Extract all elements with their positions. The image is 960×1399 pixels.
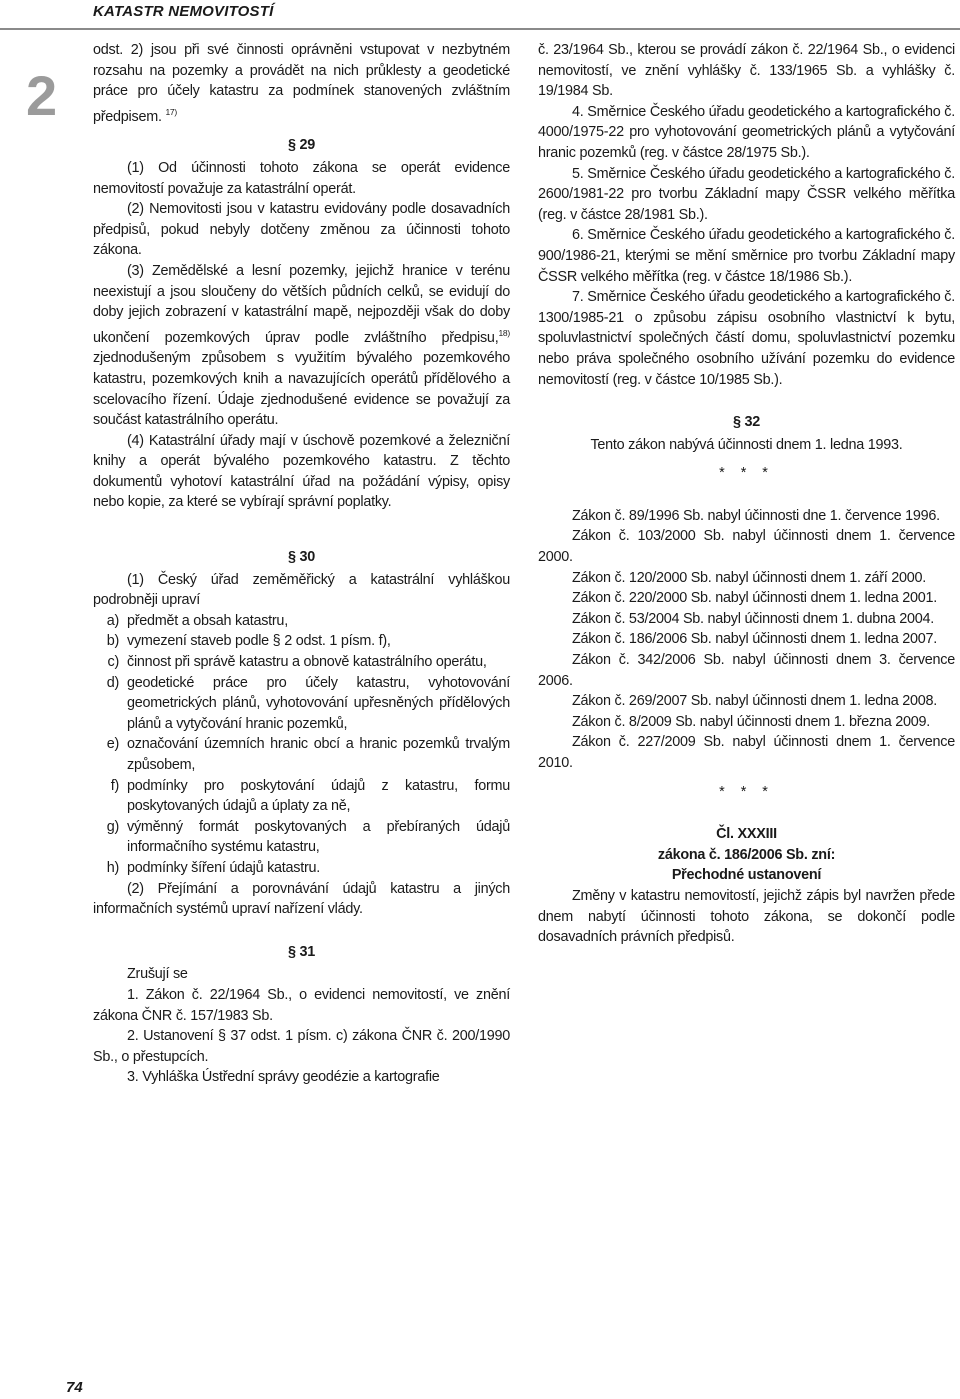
s29-paragraph-2: (2) Nemovitosti jsou v katastru evidovány podle dosavadních předpisů, pokud nebyly dotčeny změnou za účinnosti tohoto zákona.: [93, 201, 510, 259]
left-column: [93, 40, 510, 1088]
law-note: Zákon č. 186/2006 Sb. nabyl účinnosti dnem 1. ledna 2007.: [572, 631, 937, 648]
article-law: zákona č. 186/2006 Sb. zní:: [657, 846, 836, 863]
s30-list: [93, 611, 510, 879]
law-note: Zákon č. 89/1996 Sb. nabyl účinnosti dne 1. července 1996.: [572, 507, 940, 524]
list-item: [93, 776, 510, 817]
law-note: Zákon č. 269/2007 Sb. nabyl účinnosti dnem 1. ledna 2008.: [572, 693, 937, 710]
intro-paragraph: [93, 40, 510, 127]
s31-intro: Zrušují se: [127, 966, 188, 983]
section-number: 32: [744, 414, 761, 431]
list-text: geodetické práce pro účely katastru, vyhotovování geometrických plánů, vyhotovování upřesněných přídělových plánů a vytyčování hranic pozemků,: [127, 674, 510, 732]
s31-item-6: 6. Směrnice Českého úřadu geodetického a kartografického č. 900/1986-21, kterými se mění směrnice pro tvorbu Základní mapy ČSSR velkého měřítka (reg. v částce 18/1986 Sb.).: [538, 227, 955, 285]
section-32-heading: [538, 412, 955, 433]
list-marker: h): [106, 859, 119, 876]
header-divider: [0, 28, 960, 30]
s29-paragraph-4: (4) Katastrální úřady mají v úschově pozemkové a železniční knihy a operát bývalého pozemkového katastru. Z těchto dokumentů vyhotoví katastrální úřad na požádání výpisy, opisy nebo kopie, za které se vybírají správní poplatky.: [93, 432, 510, 511]
section-31-heading: [93, 942, 510, 963]
law-note: Zákon č. 103/2000 Sb. nabyl účinnosti dnem 1. července 2000.: [538, 528, 955, 566]
running-header-title: KATASTR NEMOVITOSTÍ: [93, 3, 274, 20]
s30-paragraph-1: (1) Český úřad zeměměřický a katastrální vyhláškou podrobněji upraví: [93, 571, 510, 609]
section-29-heading: [93, 135, 510, 156]
list-marker: b): [106, 633, 119, 650]
law-note: Zákon č. 220/2000 Sb. nabyl účinnosti dnem 1. ledna 2001.: [572, 590, 937, 607]
list-marker: f): [110, 777, 119, 794]
section-number: 30: [299, 549, 316, 566]
list-marker: g): [106, 818, 119, 835]
article-title: Čl. XXXIII: [716, 826, 777, 843]
page-header: [0, 0, 960, 30]
page-number: 74: [66, 1379, 83, 1396]
section-sign: §: [287, 549, 296, 566]
section-sign: §: [732, 414, 741, 431]
right-column: [538, 40, 955, 948]
list-marker: e): [106, 736, 119, 753]
list-item: [93, 652, 510, 673]
list-marker: a): [106, 612, 119, 629]
s31-item-4: 4. Směrnice Českého úřadu geodetického a kartografického č. 4000/1975-22 pro vyhotovování geometrických plánů a vytyčování hranic pozemků (reg. v částce 28/1975 Sb.).: [538, 103, 955, 161]
s29-p3-text-b: zjednodušeným způsobem s využitím bývalého pozemkového katastru, pozemkových knih a navazujících operátů přídělového a scelovacího řízení. Údaje zjednodušené evidence se považují za součást katastrálního operátu.: [93, 350, 510, 429]
section-sign: §: [287, 137, 296, 154]
separator-stars: * * *: [719, 783, 774, 800]
list-text: podmínky šíření údajů katastru.: [127, 859, 321, 876]
footnote-ref: 18): [498, 327, 510, 338]
article-text: Změny v katastru nemovitostí, jejichž zápis byl navržen přede dnem nabytí účinnosti tohoto zákona, se dokončí podle dosavadních právních předpisů.: [538, 887, 955, 946]
list-marker: d): [106, 674, 119, 691]
law-note: Zákon č. 227/2009 Sb. nabyl účinnosti dnem 1. července 2010.: [538, 734, 955, 771]
s31-item-3: 3. Vyhláška Ústřední správy geodézie a kartografie: [127, 1069, 440, 1086]
s31-item-2: 2. Ustanovení § 37 odst. 1 písm. c) zákona ČNR č. 200/1990 Sb., o přestupcích.: [93, 1028, 510, 1065]
separator-stars: * * *: [719, 465, 774, 482]
list-item: [93, 673, 510, 735]
list-text: označování územních hranic obcí a hranic pozemků trvalým způsobem,: [127, 736, 510, 773]
list-marker: c): [107, 654, 119, 671]
list-item: [93, 817, 510, 858]
list-text: výměnný formát poskytovaných a přebíraných údajů informačního systému katastru,: [127, 818, 510, 856]
s31-item-5: 5. Směrnice Českého úřadu geodetického a kartografického č. 2600/1981-22 pro tvorbu Základní mapy ČSSR velkého měřítka (reg. v částce 28/1981 Sb.).: [538, 165, 955, 223]
section-number: 29: [299, 137, 316, 154]
list-item: [93, 631, 510, 652]
s31-item-1: 1. Zákon č. 22/1964 Sb., o evidenci nemovitostí, ve znění zákona ČNR č. 157/1983 Sb.: [93, 986, 510, 1024]
continuation-paragraph: č. 23/1964 Sb., kterou se provádí zákon č. 22/1964 Sb., o evidenci nemovitostí, ve znění vyhlášky č. 133/1965 Sb. a vyhlášky č. 19/1984 Sb.: [538, 42, 955, 100]
section-30-heading: [93, 547, 510, 568]
list-text: předmět a obsah katastru,: [127, 612, 288, 629]
list-item: [93, 858, 510, 879]
s30-paragraph-2: (2) Přejímání a porovnávání údajů katastru a jiných informačních systémů upraví nařízení vlády.: [93, 880, 510, 918]
s29-paragraph-1: (1) Od účinnosti tohoto zákona se operát evidence nemovitostí považuje za katastrální operát.: [93, 159, 510, 197]
section-sign: §: [287, 943, 296, 960]
s32-text: Tento zákon nabývá účinnosti dnem 1. ledna 1993.: [590, 436, 903, 453]
chapter-number: 2: [26, 64, 58, 127]
intro-text: odst. 2) jsou při své činnosti oprávněni vstupovat v nezbytném rozsahu na pozemky a provádět na nich průklesty a geodetické práce pro účely katastru za podmínek stanovených zvláštním předpisem.: [93, 42, 510, 125]
s29-p3-text-a: (3) Zemědělské a lesní pozemky, jejichž hranice v terénu neexistují a jsou sloučeny do větších půdních celků, se evidují do doby jejich zobrazení v katastrální mapě, nejpozději však do doby ukončení pozemkových úprav podle zvláštního předpisu,: [93, 262, 510, 346]
footnote-ref: 17): [165, 106, 177, 117]
s31-item-7: 7. Směrnice Českého úřadu geodetického a kartografického č. 1300/1985-21 o způsobu zápisu osobního vlastnictví k bytu, spoluvlastnictví společných částí domu, spoluvlastnictví pozemku nebo práva společného osobního užívání pozemku do evidence nemovitostí (reg. v částce 10/1985 Sb.).: [538, 289, 955, 388]
list-text: činnost při správě katastru a obnově katastrálního operátu,: [127, 654, 487, 671]
law-note: Zákon č. 120/2000 Sb. nabyl účinnosti dnem 1. září 2000.: [572, 569, 926, 586]
list-text: podmínky pro poskytování údajů z katastru, formu poskytovaných údajů a úplaty za ně,: [127, 777, 510, 815]
law-note: Zákon č. 342/2006 Sb. nabyl účinnosti dnem 3. července 2006.: [538, 652, 955, 689]
s29-paragraph-3: [93, 261, 510, 431]
list-text: vymezení staveb podle § 2 odst. 1 písm. f),: [127, 633, 391, 650]
law-note: Zákon č. 8/2009 Sb. nabyl účinnosti dnem 1. března 2009.: [572, 713, 930, 730]
list-item: [93, 611, 510, 632]
section-number: 31: [299, 943, 316, 960]
law-note: Zákon č. 53/2004 Sb. nabyl účinnosti dnem 1. dubna 2004.: [572, 610, 935, 627]
list-item: [93, 734, 510, 775]
article-heading: Přechodné ustanovení: [671, 867, 822, 884]
